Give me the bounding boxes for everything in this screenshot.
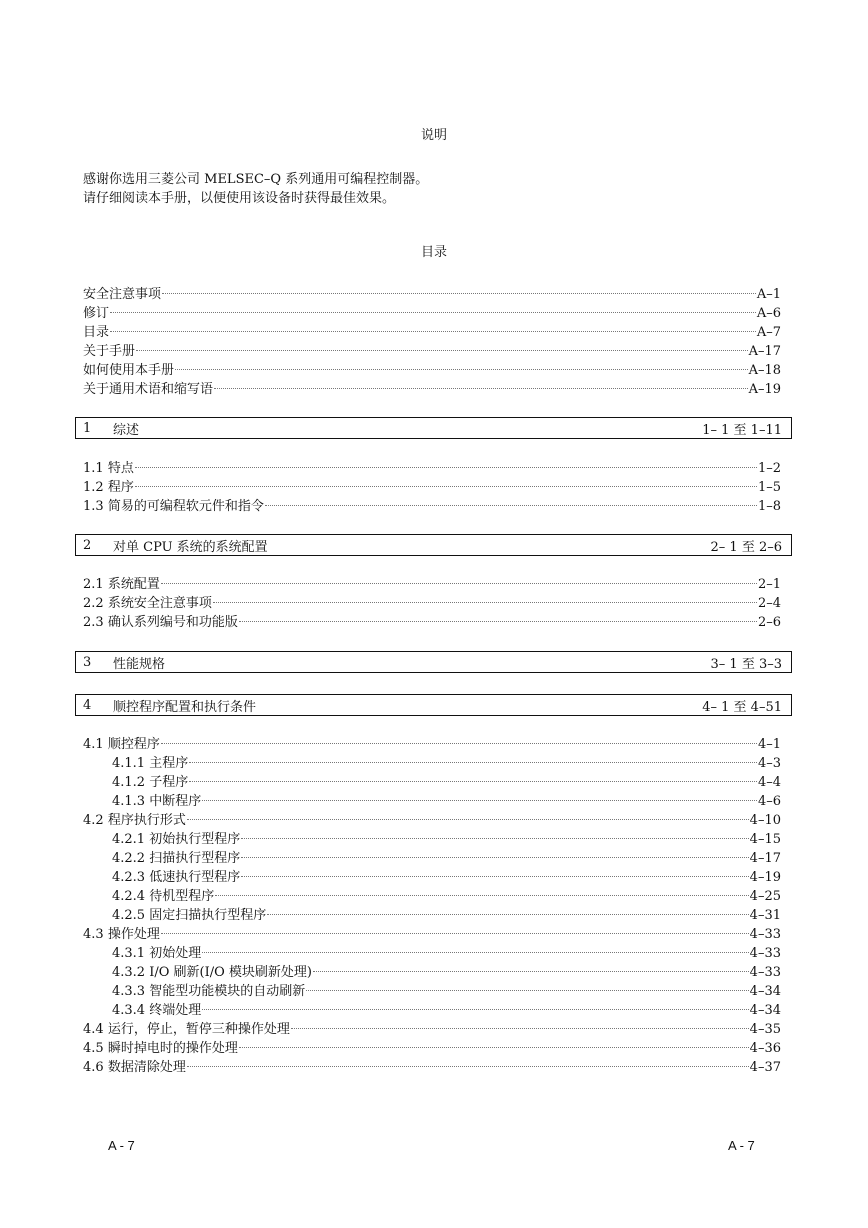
footer-page-number-right: A - 7 — [728, 1138, 755, 1153]
dot-leader — [267, 914, 748, 915]
toc-entry-page: 2–6 — [757, 615, 781, 630]
toc-entry-page: 4–1 — [757, 737, 781, 752]
dot-leader — [241, 838, 748, 839]
toc-entry-number: 4.1.3 — [112, 794, 146, 809]
toc-entry-page: 4–34 — [749, 1003, 781, 1018]
dot-leader — [161, 933, 749, 934]
toc-entry-label: 运行，停止，暂停三种操作处理 — [107, 1022, 290, 1037]
dot-leader — [215, 895, 748, 896]
toc-entry[interactable] — [83, 380, 781, 399]
toc-subentry[interactable] — [83, 868, 781, 887]
toc-entry-page: 4–33 — [749, 946, 781, 961]
toc-entry-page: A–18 — [748, 363, 781, 378]
toc-entry-label: 数据清除处理 — [107, 1060, 186, 1075]
dot-leader — [175, 369, 748, 370]
intro-line-2: 请仔细阅读本手册，以便使用该设备时获得最佳效果。 — [83, 191, 396, 206]
toc-entry-number: 2.3 — [83, 615, 104, 630]
toc-entry-label: 中断程序 — [149, 794, 202, 809]
toc-entry-label: 顺控程序 — [107, 737, 160, 752]
toc-entry-label: 简易的可编程软元件和指令 — [107, 499, 264, 514]
toc-entry-number: 4.4 — [83, 1022, 104, 1037]
toc-subentry[interactable] — [83, 982, 781, 1001]
dot-leader — [313, 971, 749, 972]
toc-entry-page: 4–31 — [749, 908, 781, 923]
toc-entry[interactable] — [83, 1020, 781, 1039]
toc-chapter-4-items — [83, 735, 781, 1077]
footer-page-number-left: A - 7 — [108, 1138, 135, 1153]
toc-entry[interactable] — [83, 478, 781, 497]
toc-entry[interactable] — [83, 323, 781, 342]
chapter-header-3[interactable] — [75, 651, 792, 673]
chapter-number: 4 — [83, 697, 92, 713]
toc-entry-page: 4–17 — [749, 851, 781, 866]
dot-leader — [241, 857, 748, 858]
dot-leader — [291, 1028, 749, 1029]
dot-leader — [202, 800, 757, 801]
intro-line-1: 感谢你选用三菱公司 MELSEC–Q 系列通用可编程控制器。 — [83, 172, 429, 187]
dot-leader — [135, 467, 757, 468]
toc-entry-number: 1.3 — [83, 499, 104, 514]
toc-entry-label: 操作处理 — [107, 927, 160, 942]
toc-entry[interactable] — [83, 575, 781, 594]
toc-entry[interactable] — [83, 594, 781, 613]
dot-leader — [110, 331, 756, 332]
toc-entry[interactable] — [83, 1058, 781, 1077]
toc-entry-label: 初始处理 — [149, 946, 202, 961]
toc-entry-number: 4.3.4 — [112, 1003, 146, 1018]
toc-entry[interactable] — [83, 361, 781, 380]
toc-entry-label: 主程序 — [149, 756, 189, 771]
intro-text — [83, 170, 428, 208]
toc-entry-label: 待机型程序 — [149, 889, 215, 904]
toc-entry-number: 4.5 — [83, 1041, 104, 1056]
toc-entry-number: 4.6 — [83, 1060, 104, 1075]
toc-chapter-2-items — [83, 575, 781, 632]
toc-entry[interactable] — [83, 459, 781, 478]
chapter-page-range: 3– 1 至 3–3 — [710, 656, 782, 672]
toc-entry-label: 子程序 — [149, 775, 189, 790]
toc-entry-page: A–1 — [756, 287, 781, 302]
toc-subentry[interactable] — [83, 830, 781, 849]
toc-entry-label: 瞬时掉电时的操作处理 — [107, 1041, 238, 1056]
toc-entry-page: A–17 — [748, 344, 781, 359]
toc-title: 目录 — [420, 245, 447, 260]
toc-entry-number: 2.1 — [83, 577, 104, 592]
dot-leader — [239, 1047, 749, 1048]
chapter-number: 2 — [83, 537, 92, 553]
toc-entry-page: 4–3 — [757, 756, 781, 771]
dot-leader — [110, 312, 756, 313]
chapter-header-4[interactable] — [75, 694, 792, 716]
toc-entry-number: 4.1.1 — [112, 756, 146, 771]
dot-leader — [265, 505, 757, 506]
toc-entry-label: 系统配置 — [107, 577, 160, 592]
toc-entry-number: 4.1 — [83, 737, 104, 752]
chapter-header-1[interactable] — [75, 417, 792, 439]
notice-title: 说明 — [420, 128, 447, 143]
toc-entry-number: 4.1.2 — [112, 775, 146, 790]
toc-entry-label: 关于通用术语和缩写语 — [83, 382, 214, 397]
toc-entry-number: 4.3.3 — [112, 984, 146, 999]
toc-subentry[interactable] — [83, 887, 781, 906]
chapter-page-range: 4– 1 至 4–51 — [702, 699, 782, 715]
toc-subentry[interactable] — [83, 1001, 781, 1020]
toc-entry-label: 特点 — [107, 461, 134, 476]
toc-subentry[interactable] — [83, 792, 781, 811]
toc-entry-number: 4.3.1 — [112, 946, 146, 961]
toc-entry[interactable] — [83, 342, 781, 361]
toc-entry-page: A–19 — [748, 382, 781, 397]
toc-entry-page: 4–34 — [749, 984, 781, 999]
toc-entry-number: 1.1 — [83, 461, 104, 476]
toc-entry-page: 1–2 — [757, 461, 781, 476]
dot-leader — [135, 486, 757, 487]
toc-entry-page: 1–5 — [757, 480, 781, 495]
toc-entry-label: 如何使用本手册 — [83, 363, 175, 378]
dot-leader — [189, 781, 757, 782]
toc-entry-number: 4.2.2 — [112, 851, 146, 866]
toc-entry-number: 4.3.2 — [112, 965, 146, 980]
toc-subentry[interactable] — [83, 754, 781, 773]
toc-entry-page: A–7 — [756, 325, 781, 340]
toc-entry[interactable] — [83, 925, 781, 944]
toc-entry-label: I/O 刷新(I/O 模块刷新处理) — [149, 965, 312, 980]
toc-subentry[interactable] — [83, 849, 781, 868]
toc-entry-page: 4–33 — [749, 965, 781, 980]
chapter-header-2[interactable] — [75, 534, 792, 556]
chapter-page-range: 1– 1 至 1–11 — [702, 422, 782, 438]
toc-entry-number: 4.2.5 — [112, 908, 146, 923]
toc-entry-number: 4.3 — [83, 927, 104, 942]
toc-entry-label: 扫描执行型程序 — [149, 851, 241, 866]
toc-subentry[interactable] — [83, 906, 781, 925]
toc-entry-number: 2.2 — [83, 596, 104, 611]
toc-entry[interactable] — [83, 285, 781, 304]
toc-entry-label: 确认系列编号和功能版 — [107, 615, 238, 630]
dot-leader — [161, 743, 757, 744]
toc-entry-page: 4–37 — [749, 1060, 781, 1075]
toc-subentry[interactable] — [83, 963, 781, 982]
toc-entry-page: 1–8 — [757, 499, 781, 514]
toc-entry-label: 低速执行型程序 — [149, 870, 241, 885]
toc-entry-number: 4.2 — [83, 813, 104, 828]
toc-entry-page: 4–35 — [749, 1022, 781, 1037]
toc-entry-page: 4–15 — [749, 832, 781, 847]
toc-entry-label: 修订 — [83, 306, 110, 321]
toc-entry-page: 4–10 — [749, 813, 781, 828]
toc-entry-page: A–6 — [756, 306, 781, 321]
toc-entry-page: 4–19 — [749, 870, 781, 885]
dot-leader — [189, 762, 757, 763]
chapter-page-range: 2– 1 至 2–6 — [710, 539, 782, 555]
toc-entry-number: 4.2.3 — [112, 870, 146, 885]
toc-entry[interactable] — [83, 735, 781, 754]
toc-subentry[interactable] — [83, 773, 781, 792]
dot-leader — [161, 583, 757, 584]
toc-entry-page: 4–6 — [757, 794, 781, 809]
toc-entry-page: 2–4 — [757, 596, 781, 611]
toc-entry-page: 4–33 — [749, 927, 781, 942]
chapter-title: 对单 CPU 系统的系统配置 — [113, 539, 268, 555]
toc-entry-page: 2–1 — [757, 577, 781, 592]
toc-entry-label: 系统安全注意事项 — [107, 596, 212, 611]
dot-leader — [136, 350, 748, 351]
toc-entry-label: 程序执行形式 — [107, 813, 186, 828]
toc-entry[interactable] — [83, 811, 781, 830]
dot-leader — [162, 293, 756, 294]
toc-front-matter — [83, 285, 781, 399]
toc-entry-page: 4–36 — [749, 1041, 781, 1056]
toc-entry-page: 4–4 — [757, 775, 781, 790]
toc-entry-label: 智能型功能模块的自动刷新 — [149, 984, 306, 999]
toc-entry[interactable] — [83, 497, 781, 516]
toc-subentry[interactable] — [83, 944, 781, 963]
toc-entry-number: 4.2.1 — [112, 832, 146, 847]
toc-entry-label: 终端处理 — [149, 1003, 202, 1018]
chapter-number: 3 — [83, 654, 92, 670]
dot-leader — [187, 819, 749, 820]
chapter-title: 综述 — [113, 422, 140, 438]
dot-leader — [187, 1066, 749, 1067]
chapter-title: 顺控程序配置和执行条件 — [113, 699, 257, 715]
toc-entry-page: 4–25 — [749, 889, 781, 904]
dot-leader — [214, 388, 748, 389]
toc-chapter-1-items — [83, 459, 781, 516]
dot-leader — [306, 990, 748, 991]
toc-entry-label: 关于手册 — [83, 344, 136, 359]
toc-entry[interactable] — [83, 613, 781, 632]
dot-leader — [241, 876, 748, 877]
toc-entry-label: 固定扫描执行型程序 — [149, 908, 267, 923]
toc-entry-label: 安全注意事项 — [83, 287, 162, 302]
toc-entry-number: 1.2 — [83, 480, 104, 495]
dot-leader — [202, 952, 748, 953]
toc-entry[interactable] — [83, 304, 781, 323]
toc-entry-label: 目录 — [83, 325, 110, 340]
toc-entry-label: 初始执行型程序 — [149, 832, 241, 847]
chapter-title: 性能规格 — [113, 656, 166, 672]
chapter-number: 1 — [83, 420, 92, 436]
toc-entry[interactable] — [83, 1039, 781, 1058]
dot-leader — [213, 602, 757, 603]
dot-leader — [239, 621, 757, 622]
toc-entry-number: 4.2.4 — [112, 889, 146, 904]
toc-entry-label: 程序 — [107, 480, 134, 495]
dot-leader — [202, 1009, 748, 1010]
